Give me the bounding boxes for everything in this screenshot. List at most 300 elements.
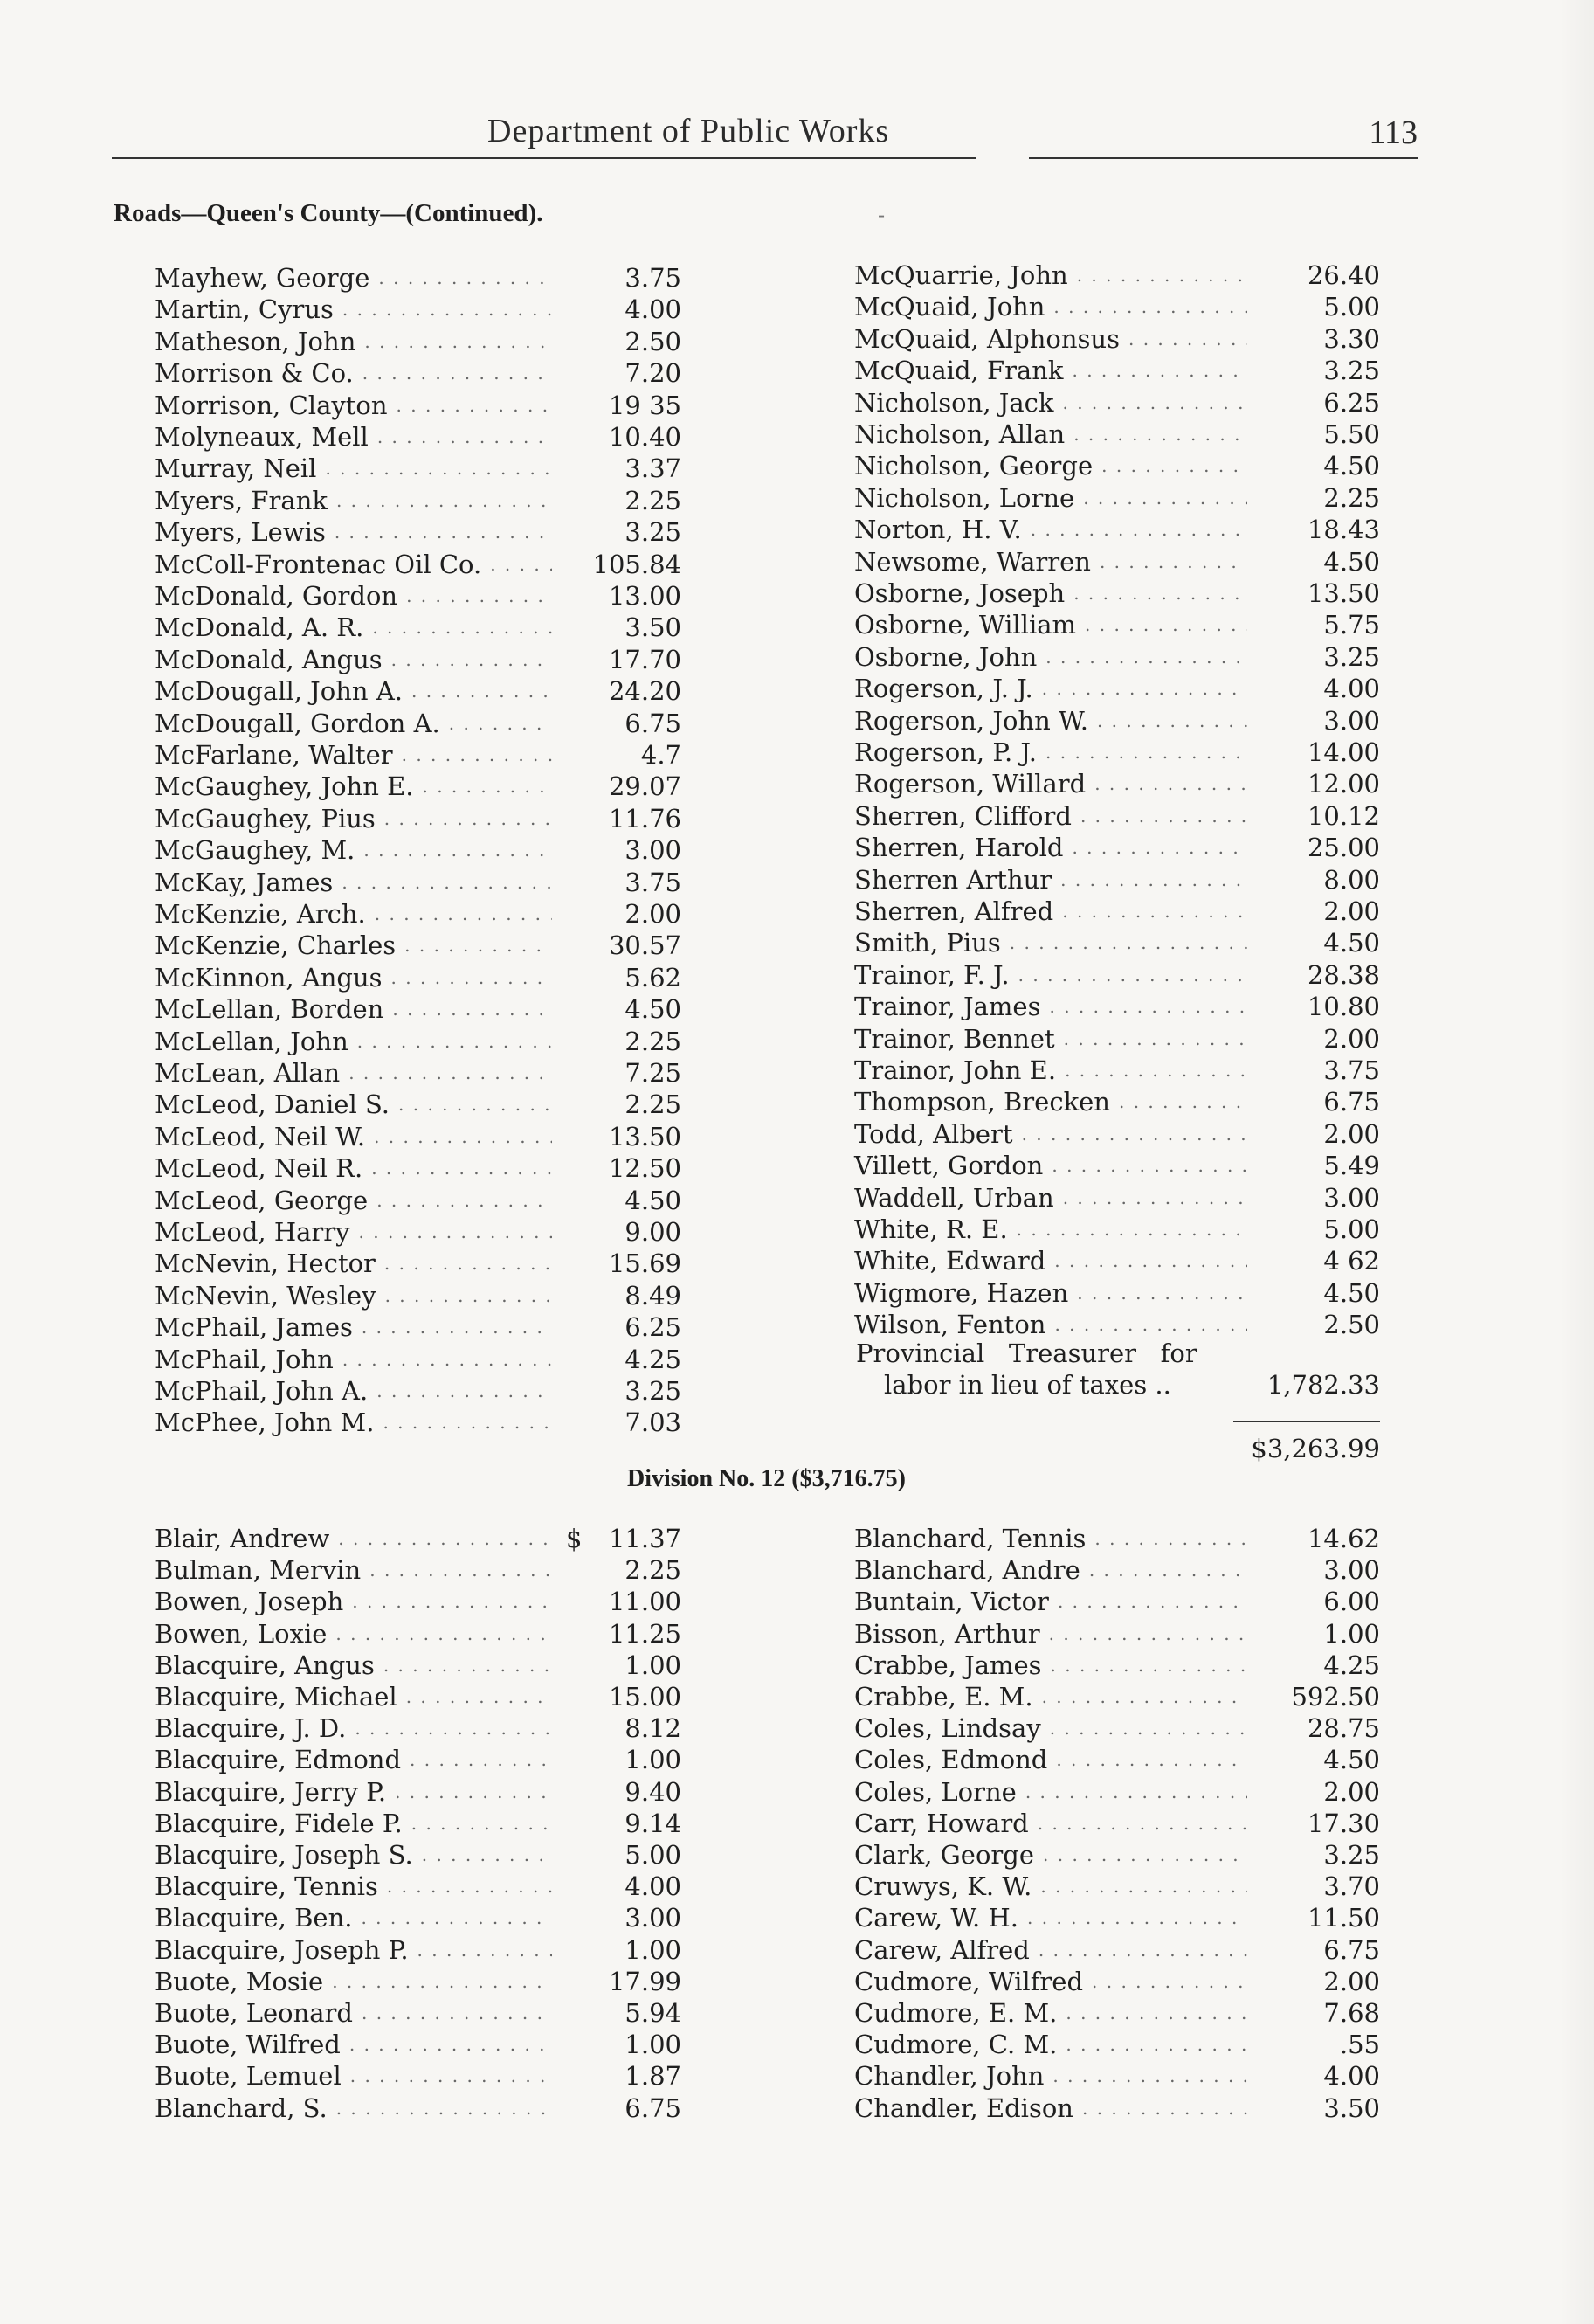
payee-name: Coles, Edmond [854,1745,1048,1775]
ledger-name-cell [155,1618,552,1650]
ledger-name-cell [854,1214,1247,1245]
ledger-row [854,418,1247,450]
payee-name: Smith, Pius [854,928,1001,958]
leader-dots [1066,2029,1247,2060]
payee-name: Carr, Howard [854,1808,1029,1838]
ledger-name-cell [854,768,1247,799]
ledger-name-cell [854,1277,1247,1309]
ledger-row [854,737,1247,768]
payee-amount: 3.25 [624,517,681,548]
leader-dots [372,612,552,643]
ledger-row [155,1934,552,1966]
payee-amount: 4.00 [624,1871,681,1902]
payee-amount: 6.75 [624,708,681,738]
payee-amount: 28.75 [1307,1713,1380,1744]
ledger-row [854,1554,1247,1586]
ledger-row [854,1618,1247,1650]
leader-dots [1054,1309,1247,1340]
payee-amount: 14.00 [1307,737,1380,767]
ledger-row [155,1712,552,1744]
payee-amount: 3.25 [1323,641,1380,672]
leader-dots [1042,673,1247,704]
payee-name: Chandler, John [854,2061,1045,2092]
payee-amount: 7.20 [624,358,681,389]
payee-amount: 5.62 [624,962,681,993]
payee-amount: 4.00 [1323,2061,1380,2092]
payee-name: Bowen, Loxie [155,1618,328,1649]
payee-amount: 1.00 [624,2030,681,2060]
leader-dots [383,1407,552,1438]
payee-name: Sherren Arthur [854,864,1052,895]
ledger-row [155,580,552,612]
ledger-name-cell [854,1086,1247,1117]
leader-dots [1094,768,1247,799]
ledger-name-cell [155,867,552,898]
payee-amount: 4.50 [1323,1745,1380,1775]
ledger-name-cell [155,516,552,548]
ledger-row [155,262,552,294]
ledger-row [854,927,1247,958]
ledger-name-cell [155,1966,552,1997]
payee-name: McKay, James [155,867,334,897]
leader-dots [1025,1776,1247,1808]
payee-name: McDougall, John A. [155,676,403,707]
ledger-row [155,612,552,643]
ledger-name-cell [854,991,1247,1022]
ledger-row [155,453,552,484]
ledger-name-cell [854,1902,1247,1933]
leader-dots [1077,259,1247,291]
ledger-row [155,993,552,1025]
ledger-row [854,1182,1247,1214]
ledger-row [155,1375,552,1407]
payee-amount: 2.25 [624,1026,681,1056]
payee-name: Carew, Alfred [854,1934,1030,1965]
leader-dots [1060,864,1247,896]
payee-amount: 13.00 [608,581,681,611]
payee-name: McKenzie, Charles [155,930,397,961]
ledger-name-cell [155,1026,552,1057]
ledger-name-cell [854,1618,1247,1650]
leader-dots [336,485,552,516]
payee-amount: 3.75 [624,263,681,293]
payee-name: Martin, Cyrus [155,294,334,325]
ledger-row [155,708,552,739]
provincial-treasurer-label-1: Provincial Treasurer for [856,1338,1197,1368]
payee-amount: 4.00 [1323,674,1380,704]
leader-dots [1017,1214,1247,1245]
payee-name: Blanchard, Andre [854,1555,1080,1586]
payee-amount: 4.50 [1323,1277,1380,1308]
ledger-name-cell [854,1776,1247,1808]
ledger-row [155,1026,552,1057]
ledger-name-cell [155,1311,552,1343]
ledger-name-cell [854,546,1247,578]
leader-dots [377,421,552,453]
leader-dots [1072,355,1247,386]
leader-dots [411,1808,552,1839]
ledger-row [854,1023,1247,1055]
ledger-row [854,1776,1247,1808]
payee-amount: 3.00 [624,1903,681,1933]
ledger-row [155,1744,552,1775]
ledger-name-cell [854,578,1247,609]
ledger-row [155,1554,552,1586]
ledger-name-cell [155,930,552,961]
leader-dots [363,834,552,866]
ledger-row [155,644,552,675]
payee-name: Blacquire, Angus [155,1650,375,1680]
payee-name: Todd, Albert [854,1118,1013,1149]
payee-amount: 4.50 [624,994,681,1025]
payee-name: Rogerson, Willard [854,769,1087,799]
payee-name: Cruwys, K. W. [854,1871,1032,1902]
payee-name: Blacquire, Jerry P. [155,1776,387,1807]
leader-dots [1063,1182,1247,1214]
payee-name: Blacquire, Ben. [155,1903,353,1933]
provincial-treasurer-label-2: labor in lieu of taxes .. [884,1370,1171,1400]
ledger-name-cell [854,2029,1247,2060]
payee-name: Thompson, Brecken [854,1087,1110,1117]
payee-amount: 2.00 [1323,1966,1380,1996]
ledger-row [854,705,1247,737]
ledger-row [155,1152,552,1184]
payee-amount: 10.12 [1307,800,1380,831]
payee-name: McFarlane, Walter [155,740,393,770]
payee-amount: 4.50 [1323,928,1380,958]
leader-dots [422,1839,552,1871]
ledger-name-cell [854,259,1247,291]
ledger-row [854,291,1247,322]
ledger-row [854,1839,1247,1871]
page-edge-shading [1559,0,1594,2324]
payee-amount: 3.00 [624,835,681,866]
payee-name: McPhail, John A. [155,1376,369,1406]
payee-amount: 2.50 [1323,1310,1380,1340]
ledger-name-cell [854,1934,1247,1966]
ledger-name-cell [155,1407,552,1438]
payee-amount: 24.20 [608,676,681,707]
leader-dots [352,1586,552,1617]
payee-name: Trainor, Bennet [854,1023,1055,1054]
ledger-name-cell [854,1118,1247,1150]
payee-name: McPhail, James [155,1312,353,1343]
payee-amount: 17.70 [608,644,681,674]
payee-name: McDonald, Gordon [155,581,398,611]
payee-amount: 3.25 [624,1376,681,1406]
ledger-name-cell [155,675,552,707]
leader-dots [376,1185,552,1216]
ledger-row [854,450,1247,481]
ledger-name-cell [854,1712,1247,1744]
ledger-row [854,1681,1247,1712]
ledger-row [155,326,552,357]
payee-amount: 12.00 [1307,769,1380,799]
payee-amount: 1.00 [624,1934,681,1965]
ledger-row [854,1744,1247,1775]
leader-dots [1100,546,1247,578]
leader-dots [338,1523,552,1554]
ledger-row [155,675,552,707]
leader-dots [335,516,552,548]
payee-amount: 4.50 [624,1185,681,1215]
payee-name: Blacquire, Joseph P. [155,1934,409,1965]
payee-amount: 3.37 [624,453,681,484]
payee-amount: 9.14 [624,1808,681,1838]
payee-amount: 6.00 [1323,1587,1380,1617]
ledger-name-cell [155,708,552,739]
payee-name: Sherren, Alfred [854,896,1054,926]
payee-name: Blacquire, Joseph S. [155,1840,413,1870]
ledger-row [854,1997,1247,2029]
payee-name: Cudmore, Wilfred [854,1966,1084,1996]
ledger-name-cell [155,612,552,643]
payee-amount: 3.25 [1323,1840,1380,1870]
ledger-name-cell [854,641,1247,673]
leader-dots [1052,2060,1247,2092]
payee-amount: 4.50 [1323,546,1380,577]
payee-name: Murray, Neil [155,453,317,484]
ledger-name-cell [155,549,552,580]
payee-amount: 15.00 [608,1682,681,1712]
payee-name: McQuarrie, John [854,260,1068,290]
payee-name: Blair, Andrew [155,1524,330,1553]
ledger-row [854,609,1247,640]
ledger-row [854,2060,1247,2092]
payee-name: Buntain, Victor [854,1587,1049,1617]
payee-amount: 2.25 [624,485,681,515]
ledger-name-cell [854,1245,1247,1276]
leader-dots [385,1280,552,1311]
payee-amount: 17.30 [1307,1808,1380,1838]
payee-amount: 5.00 [1323,292,1380,322]
leader-dots [1010,927,1247,958]
block-total-value: $3,263.99 [1251,1434,1380,1463]
payee-amount: 3.75 [624,867,681,897]
ledger-row [155,1839,552,1871]
leader-dots [398,1089,552,1120]
payee-amount: 2.00 [1323,1118,1380,1149]
ledger-name-cell [155,834,552,866]
total-rule [1233,1421,1380,1422]
ledger-row [854,1309,1247,1340]
provincial-amount-value: 1,782.33 [1266,1370,1380,1400]
leader-dots [490,549,552,580]
ledger-row [854,991,1247,1022]
payee-amount: 3.50 [624,612,681,643]
payee-name: Villett, Gordon [854,1151,1044,1181]
leader-dots [336,2092,552,2124]
ledger-name-cell [155,390,552,421]
payee-name: Blacquire, Fidele P. [155,1808,403,1838]
leader-dots [1089,1554,1247,1586]
ledger-name-cell [155,453,552,484]
payee-name: Crabbe, E. M. [854,1682,1033,1712]
ledger-name-cell [155,771,552,802]
dollar-sign: $ [566,1524,583,1553]
payee-amount: 2.00 [1323,1776,1380,1807]
leader-dots [342,867,552,898]
payee-name: Buote, Leonard [155,1998,353,2028]
payee-amount: 11.25 [608,1618,681,1649]
payee-amount: 2.00 [1323,1023,1380,1054]
payee-amount: 13.50 [608,1121,681,1152]
payee-name: Buote, Mosie [155,1966,324,1996]
leader-dots [378,262,552,294]
ledger-name-cell [155,898,552,930]
leader-dots [1083,482,1247,514]
ledger-row [854,259,1247,291]
ledger-row [854,578,1247,609]
ledger-name-cell [155,1280,552,1311]
header-rule-right [1029,157,1418,159]
leader-dots [1045,737,1247,768]
ledger-name-cell [155,1248,552,1279]
leader-dots [1065,1055,1247,1086]
ledger-row [854,768,1247,799]
ledger-name-cell [155,580,552,612]
leader-dots [374,1121,552,1152]
payee-name: McLean, Allan [155,1058,341,1088]
ledger-name-cell [854,514,1247,545]
payee-name: Newsome, Warren [854,546,1091,577]
provincial-treasurer-amount [1258,1369,1380,1401]
payee-name: Carew, W. H. [854,1903,1019,1933]
ledger-row [155,1216,552,1248]
leader-dots [1027,1902,1247,1933]
payee-amount: 1.00 [624,1650,681,1680]
payee-name: Wilson, Fenton [854,1310,1046,1340]
provincial-treasurer-line1 [856,1338,1249,1369]
ledger-name-cell [854,450,1247,481]
leader-dots [362,1997,552,2029]
leader-dots [391,644,552,675]
payee-name: White, Edward [854,1246,1046,1276]
payee-name: Blanchard, S. [155,2092,328,2123]
ledger-row [155,2029,552,2060]
leader-dots [1062,896,1247,927]
payee-name: McQuaid, Frank [854,356,1064,386]
ledger-row [854,1150,1247,1181]
ledger-row [155,771,552,802]
ledger-row [854,864,1247,896]
payee-name: Rogerson, P. J. [854,737,1038,767]
payee-name: McDonald, Angus [155,644,383,674]
leader-dots [1119,1086,1247,1117]
ledger-name-cell [155,1554,552,1586]
ledger-name-cell [155,1776,552,1808]
block-total [1223,1433,1380,1464]
ledger-name-cell [155,1997,552,2029]
leader-dots [361,1902,552,1933]
payee-amount: 11.76 [608,803,681,833]
payee-amount: 6.25 [624,1312,681,1343]
payee-amount: 5.49 [1323,1151,1380,1181]
ledger-name-cell [854,323,1247,355]
payee-amount: 4.7 [640,740,681,770]
leader-dots [1085,609,1247,640]
division-heading: Division No. 12 ($3,716.75) [627,1465,906,1492]
leader-dots [355,1712,552,1744]
payee-amount: 2.25 [1323,482,1380,513]
payee-amount: 2.25 [624,1555,681,1586]
ledger-row [155,1057,552,1089]
leader-dots [349,2029,552,2060]
payee-amount: 5.50 [1323,419,1380,449]
payee-amount: 2.00 [1323,896,1380,926]
ledger-name-cell [854,1997,1247,2029]
payee-name: McKenzie, Arch. [155,899,366,929]
leader-dots [384,803,552,834]
leader-dots [1073,418,1247,450]
leader-dots [1042,1681,1247,1712]
ledger-row [155,294,552,325]
leader-dots [1056,1744,1247,1775]
payee-name: Sherren, Clifford [854,800,1072,831]
leader-dots [1049,1618,1247,1650]
ledger-row [155,421,552,453]
payee-amount: 3.00 [1323,705,1380,736]
payee-amount: 6.75 [1323,1087,1380,1117]
leader-dots [371,1152,552,1184]
ledger-name-cell [854,1586,1247,1617]
stray-dash-mark: - [878,203,886,227]
ledger-row [854,1277,1247,1309]
payee-amount: 8.00 [1323,864,1380,895]
ledger-row [854,1871,1247,1902]
ledger-row [155,1808,552,1839]
payee-amount: 1.87 [624,2061,681,2092]
payee-name: Blacquire, Edmond [155,1745,402,1775]
leader-dots [1058,1586,1247,1617]
ledger-name-cell [155,1934,552,1966]
leader-dots [1050,1712,1247,1744]
provincial-treasurer-line2 [884,1369,1251,1401]
ledger-row [854,2029,1247,2060]
ledger-row [155,1871,552,1902]
ledger-name-cell [854,2092,1247,2124]
leader-dots [362,1311,552,1343]
payee-name: Cudmore, E. M. [854,1998,1058,2028]
leader-dots [1018,959,1247,991]
leader-dots [335,1618,552,1650]
ledger-row [854,1934,1247,1966]
ledger-row [155,1121,552,1152]
leader-dots [406,1681,552,1712]
payee-name: Morrison & Co. [155,358,354,389]
payee-name: McPhail, John [155,1344,334,1374]
leader-dots [1101,450,1247,481]
section-heading: Roads—Queen's County—(Continued). [114,199,543,227]
payee-name: Osborne, William [854,610,1077,640]
leader-dots [1092,1966,1247,1997]
ledger-row [155,1344,552,1375]
ledger-name-cell [155,1089,552,1120]
header-rule-left [112,157,976,159]
leader-dots [395,1776,552,1808]
ledger-row [155,1185,552,1216]
payee-amount: 11.00 [608,1587,681,1617]
ledger-row [155,930,552,961]
ledger-row [854,323,1247,355]
leader-dots [359,1216,552,1248]
ledger-row [155,1650,552,1681]
leader-dots [369,1554,552,1586]
payee-name: Waddell, Urban [854,1182,1054,1213]
ledger-row [155,898,552,930]
payee-name: McColl-Frontenac Oil Co. [155,549,482,579]
payee-amount: 1.00 [624,1745,681,1775]
